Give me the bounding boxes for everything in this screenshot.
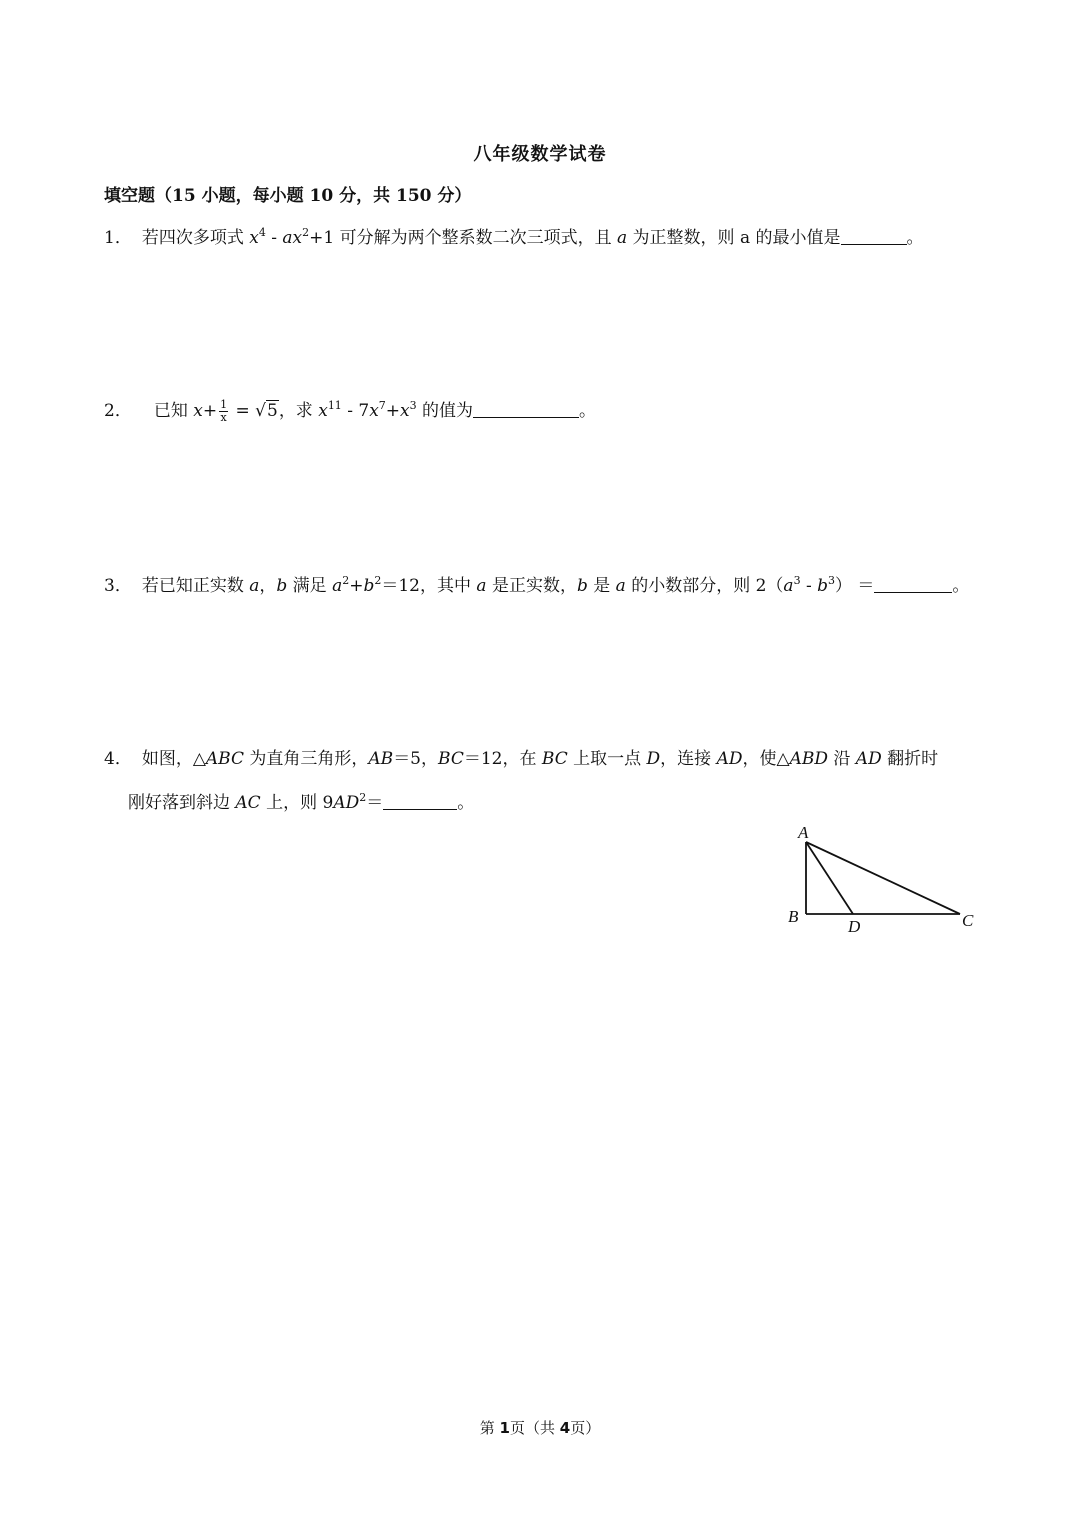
math-variable: ABD xyxy=(789,749,828,769)
question-text: ，求 xyxy=(278,401,319,421)
math-variable: a xyxy=(476,576,487,596)
math-variable: D xyxy=(646,749,661,769)
answer-blank[interactable] xyxy=(874,576,952,593)
math-expression: $a^3 - b^3$ xyxy=(783,574,836,596)
question-text: ） ＝ xyxy=(835,576,875,596)
question-end: 。 xyxy=(457,793,475,813)
section-heading: 填空题（15 小题，每小题 10 分，共 150 分） xyxy=(104,186,472,206)
math-expression: $x^4 - ax^2+1$ xyxy=(249,226,335,248)
answer-blank[interactable] xyxy=(841,228,907,245)
math-variable: b xyxy=(576,576,588,596)
question-text: 的值为 xyxy=(416,401,474,421)
question-number: 2． xyxy=(104,401,132,421)
question-text: 满足 xyxy=(287,576,333,596)
page-title: 八年级数学试卷 xyxy=(473,144,607,165)
question-number: 4． xyxy=(104,749,132,769)
question-4-continued xyxy=(128,790,474,816)
question-text: 是 xyxy=(587,576,616,596)
question-text: ＝ xyxy=(366,793,384,813)
question-text: 是正实数， xyxy=(486,576,577,596)
answer-blank[interactable] xyxy=(383,793,457,810)
question-text: 上，则 9 xyxy=(260,793,334,813)
question-text: ，连接 xyxy=(660,749,717,769)
question-text: 刚好落到斜边 xyxy=(128,793,236,813)
math-variable: AC xyxy=(235,793,261,813)
point-c-label: C xyxy=(962,911,974,930)
math-expression: $x^{11} - 7x^7+x^3$ xyxy=(318,399,417,421)
question-text: ＝12，在 xyxy=(463,749,542,769)
math-variable: a xyxy=(615,576,626,596)
question-text: 为正整数，则 a 的最小值是 xyxy=(627,228,841,248)
question-text: 已知 xyxy=(153,401,194,421)
question-number: 3． xyxy=(104,576,132,596)
math-variable: BC xyxy=(541,749,568,769)
math-variable: AD xyxy=(716,749,743,769)
question-end: 。 xyxy=(952,576,970,596)
math-expression: $a^2+b^2$ xyxy=(332,574,382,596)
question-text: 沿 xyxy=(827,749,856,769)
point-b-label: B xyxy=(788,907,799,926)
math-variable: a xyxy=(617,228,628,248)
math-expression: $AD^2$ xyxy=(333,791,367,813)
question-end: 。 xyxy=(906,228,924,248)
footer-suffix: 页） xyxy=(570,1419,601,1437)
question-number: 1． xyxy=(104,228,132,248)
math-variable: AB xyxy=(368,749,394,769)
question-text: ，使△ xyxy=(742,749,790,769)
triangle-figure xyxy=(780,818,980,938)
math-variable: AD xyxy=(855,749,882,769)
math-expression: a，b xyxy=(249,576,288,596)
page-footer xyxy=(0,1417,1080,1438)
question-text: 如图，△ xyxy=(141,749,206,769)
footer-middle: 页（共 xyxy=(509,1419,560,1437)
question-1 xyxy=(104,225,924,251)
question-text: 上取一点 xyxy=(567,749,647,769)
footer-prefix: 第 xyxy=(479,1419,500,1437)
math-variable: ABC xyxy=(205,749,244,769)
question-4 xyxy=(104,746,938,772)
math-variable: BC xyxy=(438,749,464,769)
question-text: 为直角三角形， xyxy=(244,749,369,769)
question-text: 可分解为两个整系数二次三项式，且 xyxy=(334,228,617,248)
question-text: ＝5， xyxy=(393,749,439,769)
question-text: 若已知正实数 xyxy=(141,576,250,596)
point-d-label: D xyxy=(848,917,861,936)
question-text: 的小数部分，则 2（ xyxy=(625,576,784,596)
total-pages: 4 xyxy=(559,1419,571,1437)
current-page: 1 xyxy=(499,1419,510,1437)
question-end: 。 xyxy=(579,401,597,421)
question-text: 翻折时 xyxy=(881,749,939,769)
question-text: ＝12，其中 xyxy=(381,576,477,596)
math-expression: x+ $\frac{1}{x}$ = √5 xyxy=(193,398,278,424)
question-3 xyxy=(104,573,969,599)
point-a-label: A xyxy=(798,823,809,842)
question-text: 若四次多项式 xyxy=(141,228,250,248)
answer-blank[interactable] xyxy=(473,401,579,418)
question-2 xyxy=(104,398,596,424)
